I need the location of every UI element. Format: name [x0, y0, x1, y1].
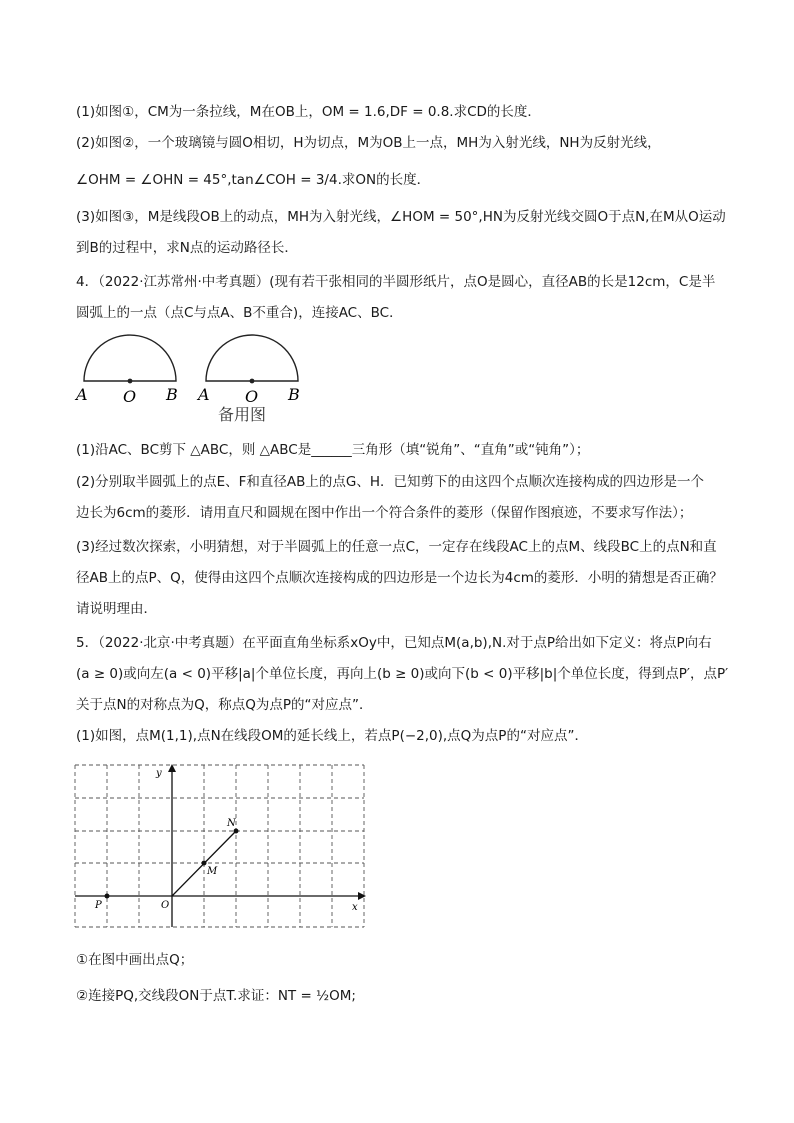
label-x: x	[352, 902, 358, 913]
q4-part3-line2: 径AB上的点P、Q，使得由这四个点顺次连接构成的四边形是一个边长为4cm的菱形．小明的猜想是否正确？	[76, 570, 723, 586]
label-O-2: O	[245, 387, 259, 406]
label-N: N	[227, 818, 236, 829]
q3-part3-line1: (3)如图③，M是线段OB上的动点，MH为入射光线，∠HOM = 50°,HN为反射光线交圆O于点N,在M从O运动	[76, 209, 726, 225]
q5-sub1: ①在图中画出点Q；	[76, 952, 194, 968]
semicircle-2	[206, 335, 298, 381]
label-O: O	[161, 900, 170, 911]
q5-stem-line1: 5．（2022·北京·中考真题）在平面直角坐标系xOy中，已知点M(a,b),N.对于点P给出如下定义：将点P向右	[76, 635, 712, 651]
q3-part2-line2: ∠OHM = ∠OHN = 45°,tan∠COH = 3/4.求ON的长度．	[76, 172, 431, 188]
label-O-1: O	[123, 387, 137, 406]
q5-stem-line3: 关于点N的对称点为Q，称点Q为点P的“对应点”．	[76, 697, 373, 713]
q3-part2-line1: (2)如图②，一个玻璃镜与圆O相切，H为切点，M为OB上一点，MH为入射光线，NH为反射光线，	[76, 135, 661, 151]
point-N	[234, 829, 239, 834]
label-B-1: B	[166, 385, 178, 404]
q4-part3-line3: 请说明理由．	[76, 601, 157, 617]
q4-stem-line1: 4．（2022·江苏常州·中考真题）(现有若干张相同的半圆形纸片，点O是圆心，直径AB的长是12cm，C是半	[76, 274, 716, 290]
q4-part3-line1: (3)经过数次探索，小明猜想，对于半圆弧上的任意一点C，一定存在线段AC上的点M、线段BC上的点N和直	[76, 539, 717, 555]
x-axis-arrow	[358, 892, 366, 900]
q3-part1: (1)如图①，CM为一条拉线，M在OB上，OM = 1.6,DF = 0.8.求CD的长度．	[76, 104, 541, 120]
q4-stem-line2: 圆弧上的一点（点C与点A、B不重合)，连接AC、BC．	[76, 305, 403, 321]
label-M: M	[207, 866, 218, 877]
semicircle-figures	[70, 330, 310, 410]
semicircle-1	[84, 335, 176, 381]
label-A-1: A	[76, 385, 88, 404]
q5-sub2: ②连接PQ,交线段ON于点T.求证：NT = ½OM;	[76, 988, 356, 1004]
figure-caption: 备用图	[218, 405, 267, 424]
label-B-2: B	[288, 385, 300, 404]
center-point-2	[250, 379, 255, 384]
coordinate-grid	[70, 760, 370, 932]
label-P: P	[95, 900, 102, 911]
point-M	[202, 861, 207, 866]
center-point-1	[128, 379, 133, 384]
q4-part2-line1: (2)分别取半圆弧上的点E、F和直径AB上的点G、H．已知剪下的由这四个点顺次连接构成的四边形是一个	[76, 474, 705, 490]
q5-part1: (1)如图，点M(1,1),点N在线段OM的延长线上，若点P(−2,0),点Q为点P的“对应点”．	[76, 728, 588, 744]
grid-lines	[75, 765, 364, 927]
q4-part1: (1)沿AC、BC剪下 △ABC，则 △ABC是______三角形（填“锐角”、“直角”或“钝角”）；	[76, 442, 590, 458]
label-y: y	[156, 768, 162, 779]
label-A-2: A	[198, 385, 210, 404]
q5-stem-line2: (a ≥ 0)或向左(a < 0)平移|a|个单位长度，再向上(b ≥ 0)或向下(b < 0)平移|b|个单位长度，得到点P′，点P′	[76, 666, 729, 682]
q4-part2-line2: 边长为6cm的菱形．请用直尺和圆规在图中作出一个符合条件的菱形（保留作图痕迹，不要求写作法）；	[76, 505, 693, 521]
point-P	[105, 894, 110, 899]
q3-part3-line2: 到B的过程中，求N点的运动路径长．	[76, 240, 298, 256]
